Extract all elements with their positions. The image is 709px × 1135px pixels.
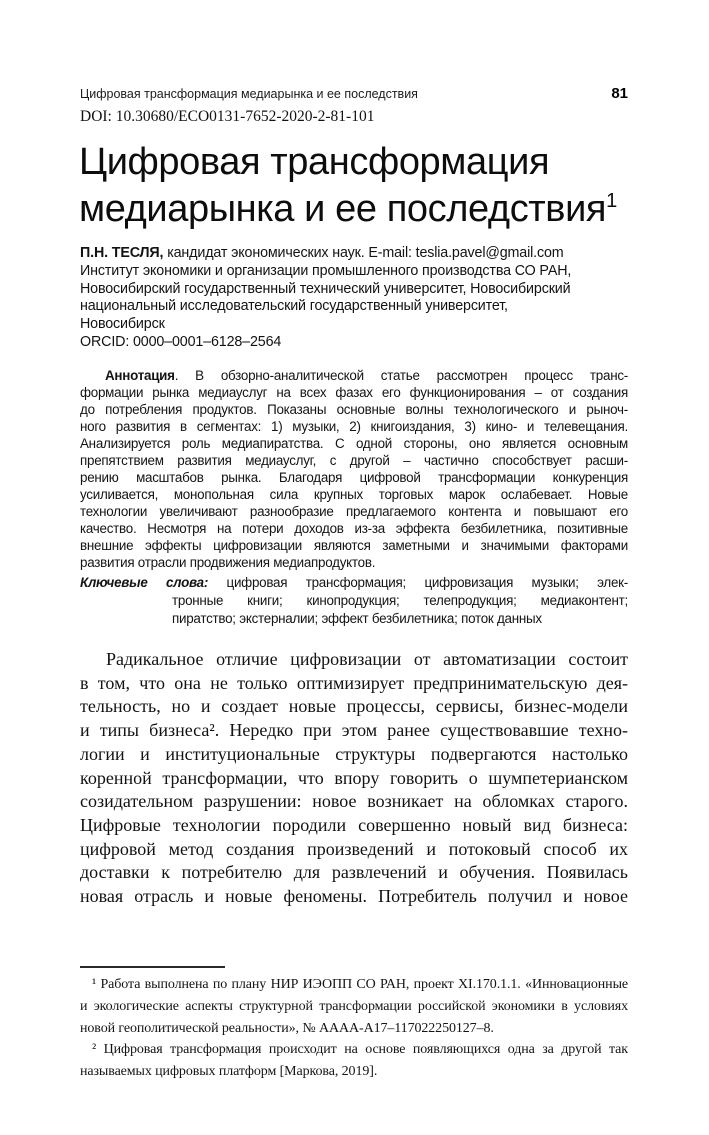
abstract [80, 367, 628, 628]
author-degree: кандидат экономических наук. E-mail: teslia.pavel@gmail.com [163, 245, 564, 261]
abstract-label: Аннотация [105, 368, 175, 383]
doi: DOI: 10.30680/ECO0131-7652-2020-2-81-101 [80, 108, 375, 125]
text-line: до потребления продуктов. Показаны основные волны технологического и рыноч- [80, 402, 628, 417]
text-line: рению масштабов рынка. Благодаря цифровой трансформации конкуренция [80, 470, 628, 485]
text-line: качество. Несмотря на потери доходов из-за эффекта безбилетника, позитивные [80, 521, 628, 536]
text-line: тельность, но и создает новые процессы, сервисы, бизнес-модели [80, 696, 628, 717]
abstract-first-line: Аннотация. В обзорно-аналитической статье рассмотрен процесс транс- [105, 368, 628, 383]
text-line: коренной трансформации, что впору говорить о шумпетерианском [80, 767, 628, 788]
footnotes [80, 966, 628, 1083]
text-line: Цифровые технологии породили совершенно новый вид бизнеса: [80, 814, 628, 835]
author-block [80, 245, 628, 352]
text-line: и экологические аспекты структурной трансформации российской экономики в условиях [80, 998, 628, 1014]
author-affiliation [80, 263, 628, 352]
text-line: препятствием развития медиауслуг, с другой – частично способствует расши- [80, 453, 628, 468]
text-line: и типы бизнеса². Нередко при этом ранее существовавшие техно- [80, 720, 628, 741]
text-line: цифровой метод создания произведений и потоковый способ их [80, 838, 628, 859]
body-text [80, 648, 628, 909]
text-line: технологии увеличивают разнообразие предлагаемого контента и повышают его [80, 504, 628, 519]
text-line: Институт экономики и организации промышленного производства СО РАН, [80, 262, 572, 279]
text-line: ¹ Работа выполнена по плану НИР ИЭОПП СО РАН, проект XI.170.1.1. «Инновационные [92, 977, 628, 992]
article-title-line2: медиарынка и ее последствия$^1$ [79, 188, 617, 230]
text-line: Анализируется роль медиапиратства. С одной стороны, оно является основным [80, 436, 628, 451]
text-line: новой геополитической реальности», № АААА-А17–117022250127–8. [80, 1020, 494, 1036]
article-title [79, 139, 639, 233]
page-number: 81 [611, 85, 628, 102]
author-name: П.Н. ТЕСЛЯ, [80, 245, 164, 261]
text-line: новая отрасль и новые феномены. Потребитель получил и новое [80, 886, 628, 907]
text-line: в том, что она не только оптимизирует предпринимательскую дея- [80, 672, 628, 693]
text-line: созидательном разрушении: новое возникает на обломках старого. [80, 791, 628, 812]
text-line: ного развития в сегментах: 1) музыки, 2) книгоиздания, 3) кино- и телевещания. [80, 419, 628, 434]
article-title-line1: Цифровая трансформация [79, 141, 550, 183]
running-head [80, 87, 628, 101]
keywords-line: тронные книги; кинопродукция; телепродукция; медиаконтент; [172, 593, 628, 608]
text-line: логии и институциональные структуры подвергаются настолько [80, 743, 628, 764]
footnote-1 [80, 974, 628, 1039]
running-head-title: Цифровая трансформация медиарынка и ее последствия [80, 87, 418, 101]
text-line: внешние эффекты цифровизации являются заметными и значимыми факторами [80, 538, 628, 553]
text-line: Новосибирск [80, 316, 165, 333]
text-line: Радикальное отличие цифровизации от автоматизации состоит [106, 649, 628, 669]
text-line: усиливается, монопольная сила крупных торговых марок ослабевает. Новые [80, 487, 628, 502]
text-line: Новосибирский государственный технический университет, Новосибирский [80, 280, 571, 297]
abstract-lines [80, 384, 628, 554]
keywords [80, 574, 628, 628]
abstract-last-line: развития отрасли продвижения медиапродуктов. [80, 555, 376, 570]
keywords-line: пиратство; экстерналии; эффект безбилетника; поток данных [172, 611, 542, 626]
text-line: формации рынка медиауслуг на всех фазах его функционирования – от создания [80, 385, 628, 400]
text-line: национальный исследовательский государственный университет, [80, 298, 508, 315]
keywords-label: Ключевые слова: [80, 575, 209, 590]
footnote-2 [80, 1039, 628, 1083]
author-name-line [80, 245, 628, 263]
text-line: доставки к потребителю для развлечений и обучения. Появилась [80, 862, 628, 883]
footnote-separator [80, 966, 225, 968]
title-footnote-ref: 1 [606, 190, 617, 212]
text-line: ² Цифровая трансформация происходит на основе появляющихся одна за другой так [92, 1042, 628, 1058]
text-line: называемых цифровых платформ [Маркова, 2019]. [80, 1064, 378, 1080]
text-line: ORCID: 0000–0001–6128–2564 [80, 333, 282, 350]
keywords-first-line: Ключевые слова: цифровая трансформация; цифровизация музыки; элек- [80, 575, 628, 590]
